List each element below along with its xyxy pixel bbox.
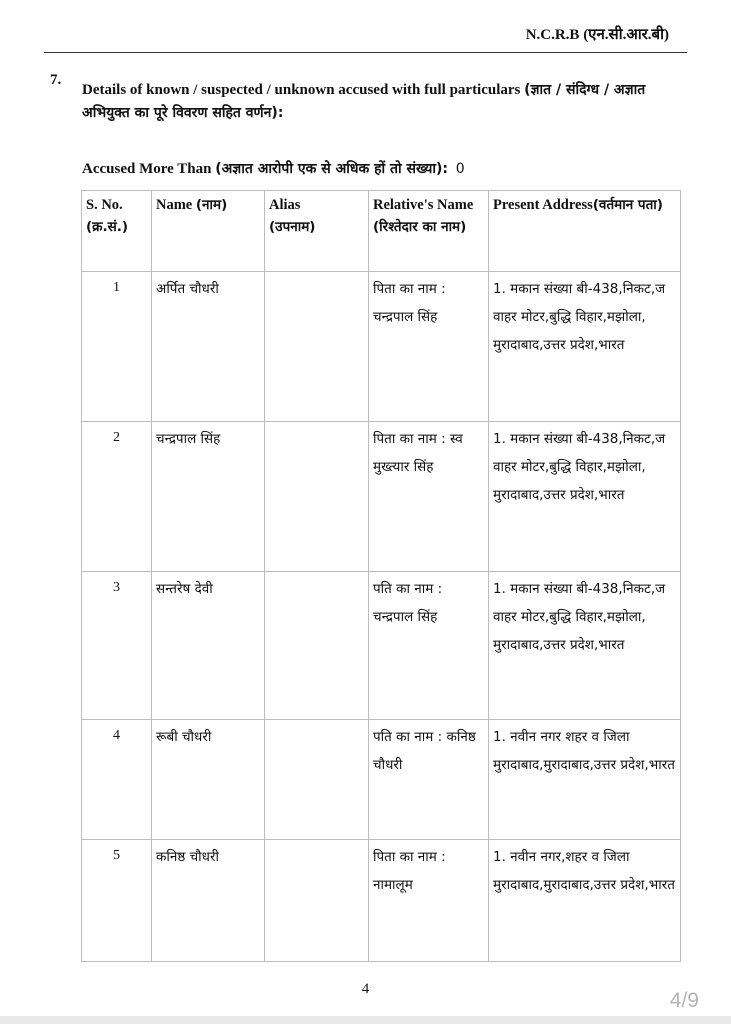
accused-more-label-en: Accused More Than bbox=[82, 161, 212, 177]
page-number: 4 bbox=[361, 981, 370, 997]
header-address: Present Address(वर्तमान पता) bbox=[489, 191, 681, 272]
cell-address: 1. नवीन नगर,शहर व जिला मुरादाबाद,मुरादाबाद,उत्तर प्रदेश,भारत bbox=[489, 840, 681, 962]
header-sno: S. No. (क्र.सं.) bbox=[82, 191, 152, 272]
section-title bbox=[82, 79, 682, 125]
cell-alias bbox=[265, 422, 369, 572]
table-row bbox=[82, 720, 681, 840]
cell-sno: 1 bbox=[82, 272, 152, 422]
cell-sno: 2 bbox=[82, 422, 152, 572]
cell-name: रूबी चौधरी bbox=[152, 720, 265, 840]
cell-relative: पिता का नाम : चन्द्रपाल सिंह bbox=[369, 272, 489, 422]
accused-more-label-hi: (अज्ञात आरोपी एक से अधिक हों तो संख्या): bbox=[215, 161, 448, 177]
table-row bbox=[82, 272, 681, 422]
cell-relative: पिता का नाम : स्व मुख्त्यार सिंह bbox=[369, 422, 489, 572]
cell-relative: पति का नाम : कनिष्ठ चौधरी bbox=[369, 720, 489, 840]
table-row bbox=[82, 572, 681, 720]
accused-more-than bbox=[82, 159, 465, 178]
viewer-bottom-bar bbox=[0, 1016, 731, 1024]
header-relative: Relative's Name (रिश्तेदार का नाम) bbox=[369, 191, 489, 272]
ncrb-header: N.C.R.B (एन.सी.आर.बी) bbox=[525, 27, 669, 43]
section-title-hi: (ज्ञात / संदिग्ध / अज्ञात अभियुक्त का पूरे विवरण सहित वर्णन): bbox=[82, 82, 646, 121]
cell-address: 1. मकान संख्या बी-438,निकट,जवाहर मोटर,बुद्धि विहार,मझोला,मुरादाबाद,उत्तर प्रदेश,भारत bbox=[489, 572, 681, 720]
header-alias: Alias (उपनाम) bbox=[265, 191, 369, 272]
cell-name: सन्तरेष देवी bbox=[152, 572, 265, 720]
cell-sno: 3 bbox=[82, 572, 152, 720]
cell-relative: पिता का नाम : नामालूम bbox=[369, 840, 489, 962]
cell-alias bbox=[265, 272, 369, 422]
cell-address: 1. मकान संख्या बी-438,निकट,जवाहर मोटर,बुद्धि विहार,मझोला,मुरादाबाद,उत्तर प्रदेश,भारत bbox=[489, 272, 681, 422]
cell-sno: 4 bbox=[82, 720, 152, 840]
cell-name: कनिष्ठ चौधरी bbox=[152, 840, 265, 962]
cell-alias bbox=[265, 572, 369, 720]
table-header-row bbox=[82, 191, 681, 272]
cell-address: 1. नवीन नगर शहर व जिला मुरादाबाद,मुरादाबाद,उत्तर प्रदेश,भारत bbox=[489, 720, 681, 840]
table-row bbox=[82, 840, 681, 962]
cell-name: चन्द्रपाल सिंह bbox=[152, 422, 265, 572]
cell-alias bbox=[265, 720, 369, 840]
cell-sno: 5 bbox=[82, 840, 152, 962]
header-rule bbox=[44, 52, 687, 53]
section-number: 7. bbox=[50, 72, 62, 88]
section-title-en: Details of known / suspected / unknown accused with full particulars bbox=[82, 82, 521, 98]
cell-name: अर्पित चौधरी bbox=[152, 272, 265, 422]
header-name: Name (नाम) bbox=[152, 191, 265, 272]
accused-more-value: 0 bbox=[455, 161, 465, 177]
accused-table bbox=[81, 190, 681, 962]
cell-alias bbox=[265, 840, 369, 962]
table-row bbox=[82, 422, 681, 572]
cell-address: 1. मकान संख्या बी-438,निकट,जवाहर मोटर,बुद्धि विहार,मझोला,मुरादाबाद,उत्तर प्रदेश,भारत bbox=[489, 422, 681, 572]
cell-relative: पति का नाम : चन्द्रपाल सिंह bbox=[369, 572, 489, 720]
page-indicator: 4/9 bbox=[669, 989, 699, 1012]
